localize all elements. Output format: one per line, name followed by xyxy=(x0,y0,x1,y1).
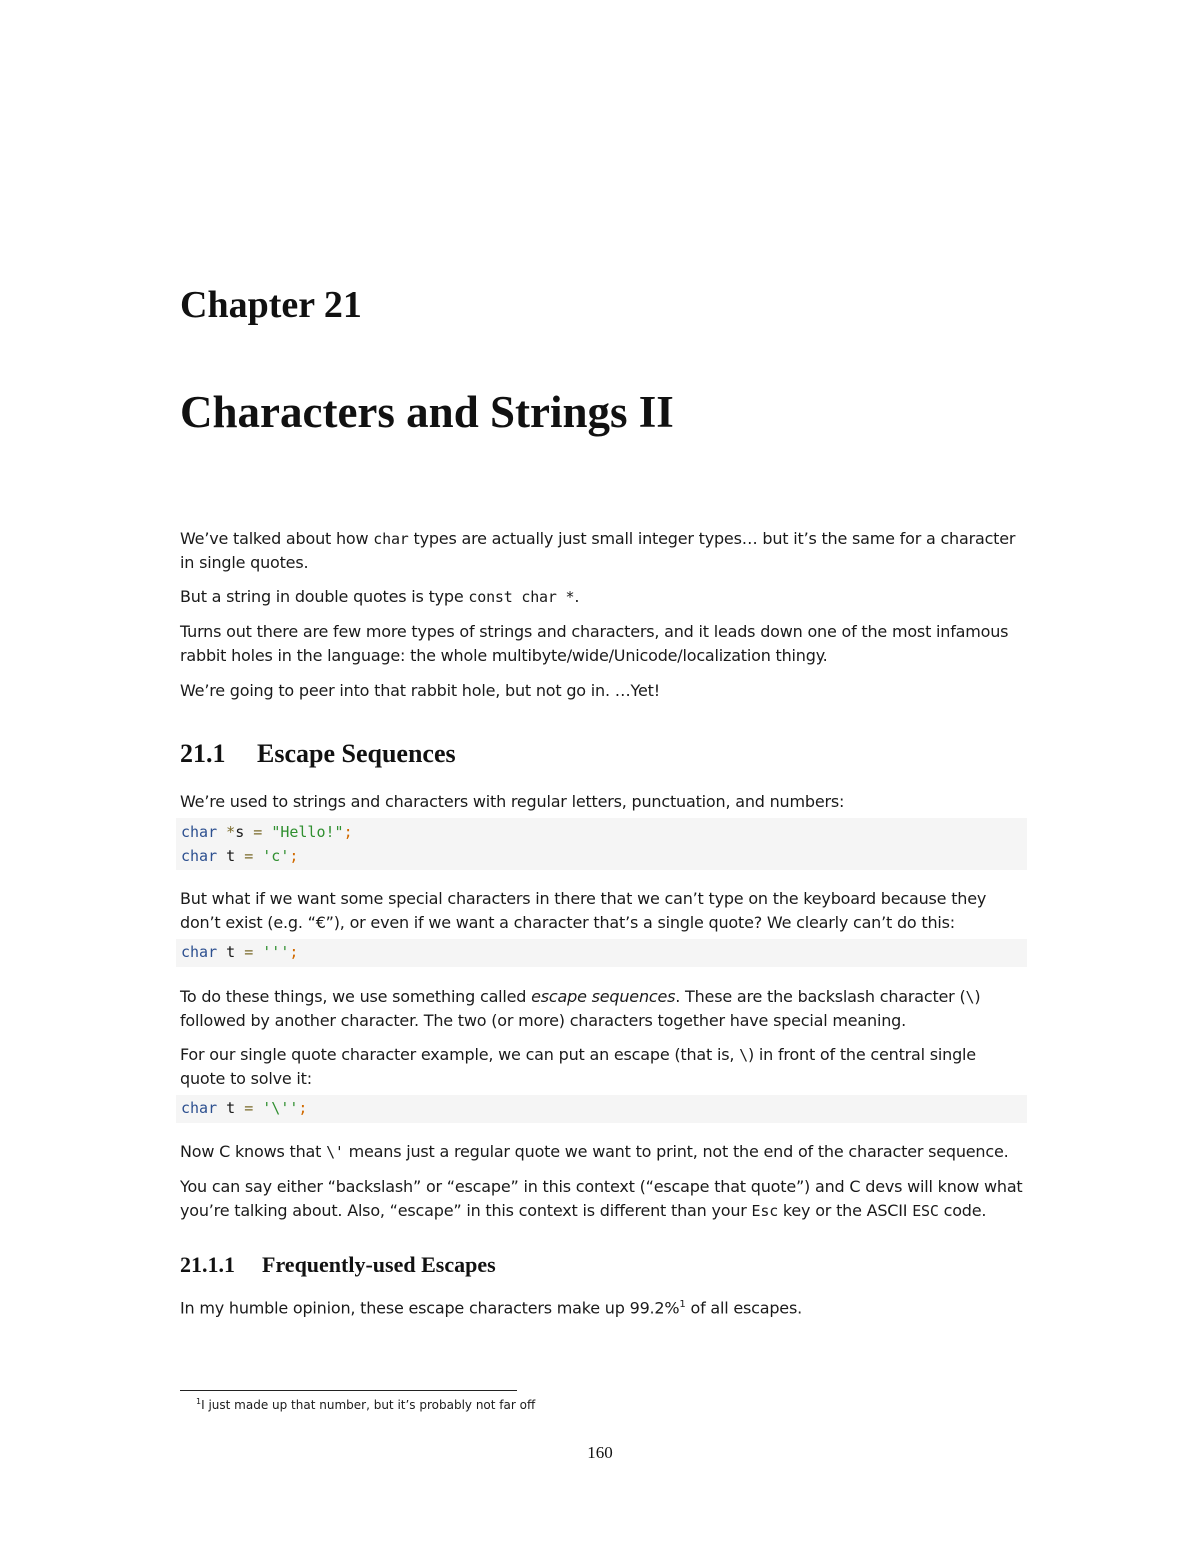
section-paragraph-3: To do these things, we use something called escape sequences. These are the backslash character (\) followed by another character. The two (or more) characters together have special meaning. xyxy=(180,987,981,1030)
code-block-2 xyxy=(176,939,1027,967)
section-paragraph-5: Now C knows that \' means just a regular quote we want to print, not the end of the character sequence. xyxy=(180,1142,1009,1161)
code-token xyxy=(253,847,262,865)
code-token: = xyxy=(244,1099,254,1117)
footnote xyxy=(196,1397,535,1412)
code-line xyxy=(181,943,298,961)
intro-paragraph-4: We’re going to peer into that rabbit hole, but not go in. …Yet! xyxy=(180,681,660,700)
code-token xyxy=(262,823,271,841)
code-block-1 xyxy=(176,818,1027,870)
code-token: t xyxy=(217,1099,245,1117)
code-line xyxy=(181,1099,307,1117)
section-paragraph-1: We’re used to strings and characters with regular letters, punctuation, and numbers: xyxy=(180,792,845,811)
code-line xyxy=(181,823,353,841)
inline-code: char xyxy=(373,530,409,548)
intro-paragraph-1: We’ve talked about how char types are actually just small integer types… but it’s the same for a character in single quotes. xyxy=(180,529,1016,572)
inline-code: \ xyxy=(965,988,975,1006)
subsection-heading: 21.1.1 Frequently-used Escapes xyxy=(180,1252,496,1277)
code-token: '\'' xyxy=(262,1099,299,1117)
section-paragraph-6: You can say either “backslash” or “escape” in this context (“escape that quote”) and C devs will know what you’re talking about. Also, “escape” in this context is different than your Esc key or the ASCII ESC code. xyxy=(180,1177,1023,1220)
footnote-rule xyxy=(180,1390,517,1391)
code-token: char xyxy=(181,1099,218,1117)
chapter-title: Characters and Strings II xyxy=(180,387,674,437)
code-token: = xyxy=(244,943,254,961)
intro-paragraph-2: But a string in double quotes is type const char *. xyxy=(180,587,580,606)
code-token: ''' xyxy=(262,943,290,961)
code-token: ; xyxy=(289,943,299,961)
code-token: = xyxy=(253,823,263,841)
code-token xyxy=(217,823,226,841)
subsection-paragraph-1: In my humble opinion, these escape characters make up 99.2%$^1$ of all escapes. xyxy=(180,1298,802,1318)
code-token: char xyxy=(181,847,218,865)
code-token xyxy=(253,943,262,961)
code-token: char xyxy=(181,823,218,841)
code-token: 'c' xyxy=(262,847,290,865)
code-token: * xyxy=(226,823,236,841)
section-paragraph-4: For our single quote character example, we can put an escape (that is, \) in front of the central single quote to solve it: xyxy=(180,1045,976,1088)
code-token: char xyxy=(181,943,218,961)
code-token xyxy=(253,1099,262,1117)
code-token: ; xyxy=(298,1099,308,1117)
inline-code: Esc xyxy=(751,1202,779,1220)
inline-code: \' xyxy=(326,1143,344,1161)
code-token: = xyxy=(244,847,254,865)
page-number: 160 xyxy=(587,1443,613,1462)
inline-code: const char * xyxy=(468,588,575,606)
code-token: t xyxy=(217,943,245,961)
footnote-reference[interactable]: 1 xyxy=(679,1299,686,1310)
code-token: ; xyxy=(343,823,353,841)
footnote-mark: 1 xyxy=(196,1397,202,1406)
code-token: "Hello!" xyxy=(271,823,344,841)
intro-paragraph-3: Turns out there are few more types of strings and characters, and it leads down one of the most infamous rabbit holes in the language: the whole multibyte/wide/Unicode/localization thingy. xyxy=(180,622,1009,665)
section-paragraph-2: But what if we want some special characters in there that we can’t type on the keyboard because they don’t exist (e.g. “€”), or even if we want a character that’s a single quote? We clearly can’t do this: xyxy=(180,889,987,932)
inline-code: ESC xyxy=(912,1202,939,1220)
code-token: t xyxy=(217,847,245,865)
code-token: s xyxy=(235,823,254,841)
chapter-label: Chapter 21 xyxy=(180,284,362,326)
code-block-3 xyxy=(176,1095,1027,1123)
code-line xyxy=(181,847,298,865)
footnote-text: I just made up that number, but it’s probably not far off xyxy=(201,1398,536,1412)
section-heading: 21.1 Escape Sequences xyxy=(180,739,456,768)
code-token: ; xyxy=(289,847,299,865)
inline-code: \ xyxy=(739,1046,748,1064)
